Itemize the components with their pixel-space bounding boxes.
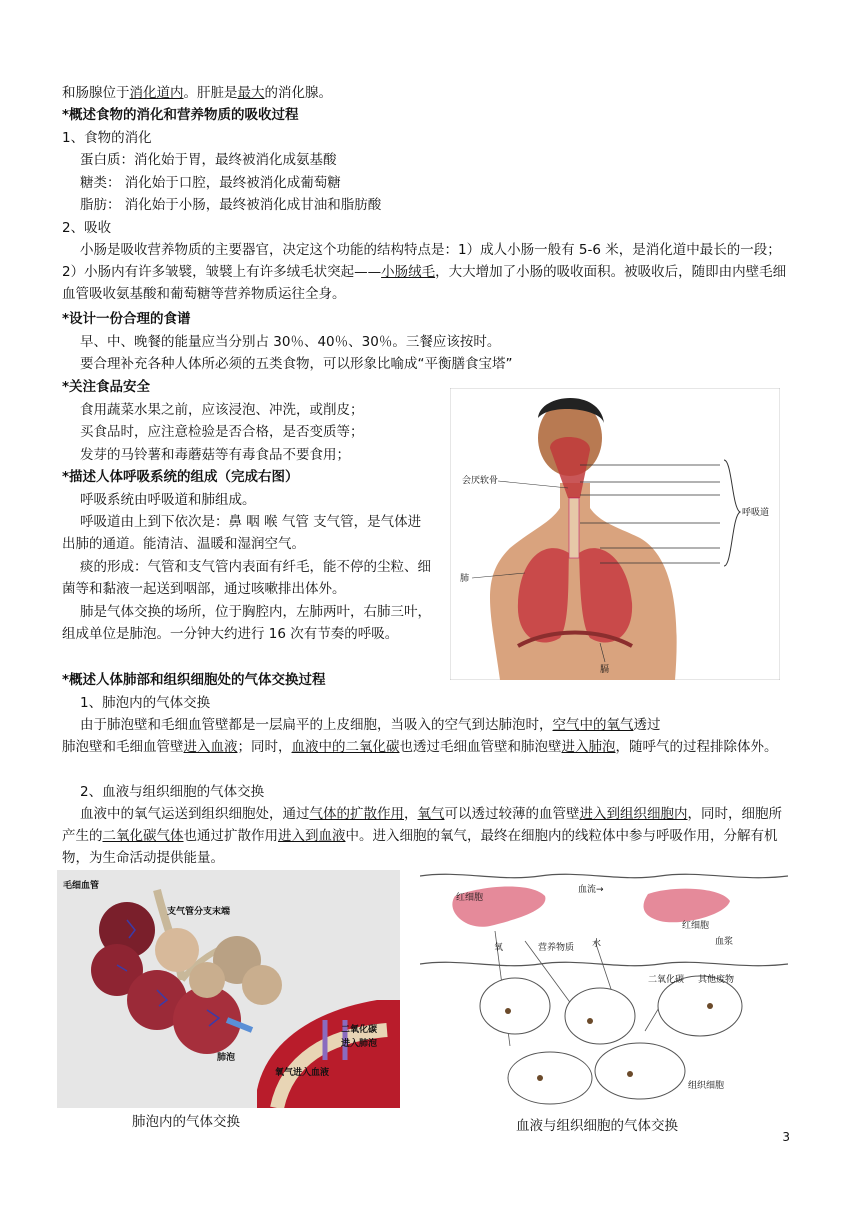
alveoli-illustration (57, 870, 400, 1108)
exchange-underline: 空气中的氧气 (552, 717, 634, 733)
intro-text: 的消化腺。 (264, 85, 332, 101)
exchange-underline: 进入血液 (183, 739, 238, 755)
label-oxygen: 氧 (494, 943, 504, 953)
heading-respiratory: *描述人体呼吸系统的组成（完成右图） (62, 469, 299, 485)
exchange-underline: 进入到组织细胞内 (579, 806, 688, 822)
label-co2-into-alveolus-1: 二氧化碳 (341, 1025, 378, 1035)
tissue-caption: 血液与组织细胞的气体交换 (516, 1118, 678, 1134)
exchange-text: 肺泡壁和毛细血管壁 (62, 739, 184, 755)
safety-line: 食用蔬菜水果之前，应该浸泡、冲洗，或削皮； (80, 402, 364, 418)
exchange-text: ，随呼气的过程排除体外。 (615, 739, 778, 755)
sub-absorption: 2、吸收 (62, 220, 112, 236)
heading-safety: *关注食品安全 (62, 379, 151, 395)
alveoli-figure (57, 870, 400, 1108)
label-capillary: 毛细血管 (63, 881, 100, 891)
exchange-underline: 氧气 (417, 806, 445, 822)
label-plasma: 血浆 (715, 937, 734, 947)
resp-airway-paragraph: 呼吸道由上到下依次是：鼻 咽 喉 气管 支气管，是气体进出肺的通道。能清洁、温暖和湿润空气。 (62, 514, 422, 552)
exchange-text: 也通过扩散作用 (183, 828, 278, 844)
label-diaphragm: 膈 (600, 665, 610, 675)
diet-line: 早、中、晚餐的能量应当分别占 30％、40％、30％。三餐应该按时。 (80, 334, 501, 350)
label-airway: 呼吸道 (742, 508, 770, 518)
respiratory-illustration (450, 388, 780, 680)
sugar-line: 糖类： 消化始于口腔，最终被消化成葡萄糖 (80, 175, 341, 191)
resp-phlegm-paragraph: 痰的形成：气管和支气管内表面有纤毛，能不停的尘粒、细菌等和黏液一起送到咽部，通过咳嗽排出体外。 (62, 559, 431, 597)
sub-digestion: 1、食物的消化 (62, 130, 152, 146)
alveoli-caption: 肺泡内的气体交换 (132, 1114, 240, 1130)
exchange-text: ， (404, 806, 418, 822)
resp-line: 呼吸系统由呼吸道和肺组成。 (80, 492, 256, 508)
label-blood-flow: 血流→ (578, 885, 604, 895)
exchange-underline: 进入到血液 (278, 828, 346, 844)
alveolar-line-1 (80, 714, 661, 736)
absorption-paragraph (62, 239, 790, 305)
label-waste: 其他废物 (698, 975, 735, 985)
intro-text: 。肝脏是 (183, 85, 238, 101)
protein-line: 蛋白质：消化始于胃，最终被消化成氨基酸 (80, 152, 337, 168)
label-rbc-1: 红细胞 (456, 893, 484, 903)
exchange-text: 血液中的氧气运送到组织细胞处，通过 (80, 806, 310, 822)
label-epiglottis: 会厌软骨 (462, 476, 499, 486)
page-number: 3 (782, 1130, 790, 1144)
exchange-underline: 血液中的二氧化碳 (291, 739, 400, 755)
heading-diet: *设计一份合理的食谱 (62, 311, 191, 327)
exchange-text: 中。进入细胞的氧气，最终在细胞内的线粒体中参与呼吸作用，分解有机物，为生命活动提供能量。 (62, 828, 778, 866)
label-tissue-cell: 组织细胞 (688, 1081, 725, 1091)
heading-gas-exchange: *概述人体肺部和组织细胞处的气体交换过程 (62, 672, 326, 688)
exchange-text: ，同时，细胞所产生的 (62, 806, 782, 844)
label-o2-into-blood: 氧气进入血液 (275, 1068, 330, 1078)
label-alveolus: 肺泡 (217, 1053, 236, 1063)
respiratory-figure (450, 388, 780, 680)
tissue-exchange-paragraph (62, 803, 790, 869)
intro-underline: 最大 (237, 85, 265, 101)
label-bronchiole: 支气管分支末端 (167, 907, 231, 917)
resp-lung-paragraph: 肺是气体交换的场所，位于胸腔内，左肺两叶，右肺三叶，组成单位是肺泡。一分钟大约进行 16 次有节奏的呼吸。 (62, 604, 431, 642)
heading-digestion: *概述食物的消化和营养物质的吸收过程 (62, 107, 299, 123)
tissue-exchange-illustration (420, 866, 788, 1108)
exchange-text: 透过 (633, 717, 661, 733)
fat-line: 脂肪： 消化始于小肠，最终被消化成甘油和脂肪酸 (80, 197, 382, 213)
exchange-underline: 二氧化碳气体 (102, 828, 184, 844)
safety-line: 买食品时，应注意检验是否合格，是否变质等； (80, 424, 364, 440)
safety-line: 发芽的马铃薯和毒蘑菇等有毒食品不要食用； (80, 447, 350, 463)
diet-line: 要合理补充各种人体所必须的五类食物，可以形象比喻成“平衡膳食宝塔” (80, 356, 513, 372)
intro-text: 和肠腺位于 (62, 85, 130, 101)
label-water: 水 (592, 939, 602, 949)
label-rbc-2: 红细胞 (682, 921, 710, 931)
intro-underline: 消化道内 (129, 85, 184, 101)
exchange-underline: 进入肺泡 (561, 739, 616, 755)
intro-line (62, 82, 332, 104)
exchange-underline: 气体的扩散作用 (309, 806, 404, 822)
label-lung: 肺 (460, 574, 470, 584)
alveolar-line-2 (62, 736, 790, 758)
label-co2-into-alveolus-2: 进入肺泡 (341, 1039, 378, 1049)
label-nutrient: 营养物质 (538, 943, 575, 953)
absorb-underline: 小肠绒毛 (381, 264, 436, 280)
absorb-text: ，大大增加了小肠的吸收面积。被吸收后，随即由内壁毛细血管吸收氨基酸和葡萄糖等营养物质运往全身。 (62, 264, 787, 302)
label-co2: 二氧化碳 (648, 975, 685, 985)
sub-alveolar-exchange: 1、肺泡内的气体交换 (80, 695, 211, 711)
sub-tissue-exchange: 2、血液与组织细胞的气体交换 (80, 784, 265, 800)
tissue-figure (420, 866, 788, 1108)
exchange-text: 由于肺泡壁和毛细血管壁都是一层扁平的上皮细胞，当吸入的空气到达肺泡时， (80, 717, 553, 733)
exchange-text: 也透过毛细血管壁和肺泡壁 (399, 739, 562, 755)
exchange-text: ；同时， (237, 739, 292, 755)
exchange-text: 可以透过较薄的血管壁 (444, 806, 580, 822)
absorb-text: 小肠是吸收营养物质的主要器官，决定这个功能的结构特点是：1）成人小肠一般有 5-6 米，是消化道中最长的一段；2）小肠内有许多皱襞，皱襞上有许多绒毛状突起—— (62, 242, 781, 280)
